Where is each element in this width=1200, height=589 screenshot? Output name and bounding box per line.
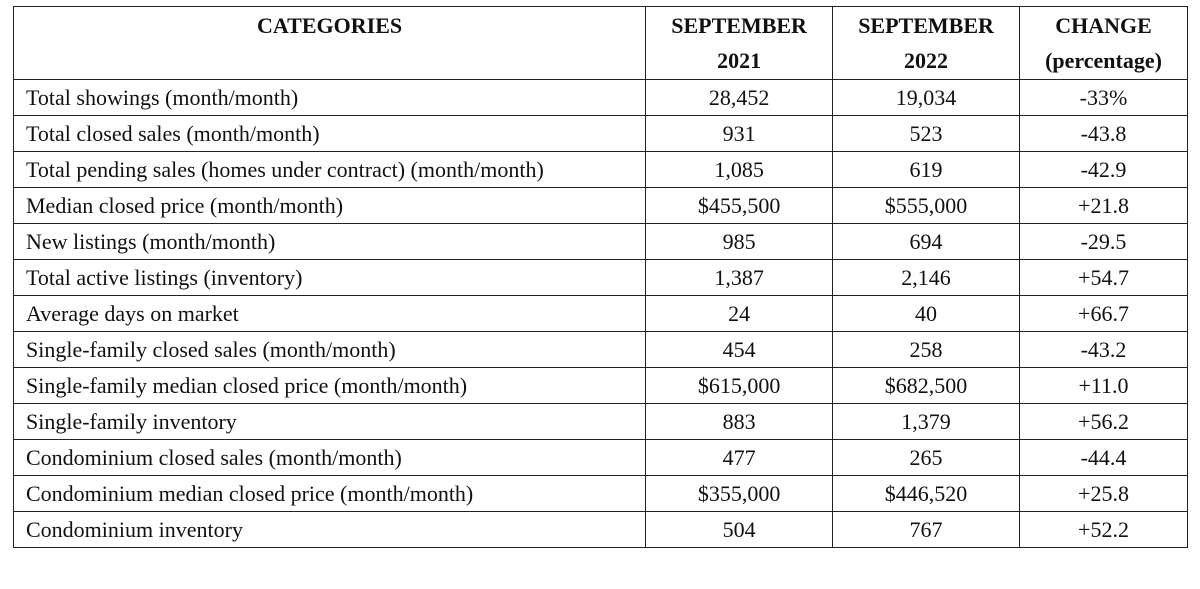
cell-change: +25.8 <box>1020 476 1188 512</box>
cell-category: Single-family median closed price (month/month) <box>14 368 646 404</box>
cell-category: Single-family closed sales (month/month) <box>14 332 646 368</box>
cell-sep-2021: $355,000 <box>646 476 833 512</box>
header-sep-2021-line2: 2021 <box>717 48 762 73</box>
header-change-line1: CHANGE <box>1055 13 1152 38</box>
cell-change: -43.8 <box>1020 116 1188 152</box>
cell-sep-2022: $446,520 <box>833 476 1020 512</box>
cell-sep-2021: 28,452 <box>646 80 833 116</box>
table-row <box>14 296 1188 332</box>
cell-category: Single-family inventory <box>14 404 646 440</box>
cell-category: New listings (month/month) <box>14 224 646 260</box>
cell-sep-2022: 694 <box>833 224 1020 260</box>
cell-category: Condominium median closed price (month/month) <box>14 476 646 512</box>
header-row <box>14 7 1188 80</box>
cell-category: Total active listings (inventory) <box>14 260 646 296</box>
cell-category: Total showings (month/month) <box>14 80 646 116</box>
cell-change: -42.9 <box>1020 152 1188 188</box>
header-sep-2022 <box>833 7 1020 80</box>
table-header <box>14 7 1188 80</box>
cell-sep-2021: 883 <box>646 404 833 440</box>
cell-category: Average days on market <box>14 296 646 332</box>
table-row <box>14 404 1188 440</box>
cell-sep-2021: 454 <box>646 332 833 368</box>
cell-change: -43.2 <box>1020 332 1188 368</box>
table-row <box>14 224 1188 260</box>
cell-sep-2022: 1,379 <box>833 404 1020 440</box>
cell-sep-2022: 619 <box>833 152 1020 188</box>
table-row <box>14 440 1188 476</box>
cell-category: Condominium inventory <box>14 512 646 548</box>
header-categories <box>14 7 646 80</box>
cell-change: -29.5 <box>1020 224 1188 260</box>
table-row <box>14 260 1188 296</box>
cell-sep-2021: 24 <box>646 296 833 332</box>
cell-sep-2021: 504 <box>646 512 833 548</box>
table-body <box>14 80 1188 548</box>
cell-sep-2021: $455,500 <box>646 188 833 224</box>
cell-sep-2021: $615,000 <box>646 368 833 404</box>
header-change-line2: (percentage) <box>1045 48 1162 73</box>
cell-sep-2021: 1,085 <box>646 152 833 188</box>
cell-sep-2022: 265 <box>833 440 1020 476</box>
cell-category: Total closed sales (month/month) <box>14 116 646 152</box>
cell-sep-2022: $555,000 <box>833 188 1020 224</box>
table-row <box>14 116 1188 152</box>
cell-category: Condominium closed sales (month/month) <box>14 440 646 476</box>
cell-sep-2022: 19,034 <box>833 80 1020 116</box>
header-sep-2021 <box>646 7 833 80</box>
cell-change: +11.0 <box>1020 368 1188 404</box>
table-row <box>14 188 1188 224</box>
header-sep-2022-line1: SEPTEMBER <box>858 13 994 38</box>
cell-sep-2021: 985 <box>646 224 833 260</box>
cell-change: +54.7 <box>1020 260 1188 296</box>
cell-sep-2022: 40 <box>833 296 1020 332</box>
cell-sep-2021: 931 <box>646 116 833 152</box>
cell-change: -44.4 <box>1020 440 1188 476</box>
cell-sep-2021: 1,387 <box>646 260 833 296</box>
table-row <box>14 80 1188 116</box>
cell-sep-2022: $682,500 <box>833 368 1020 404</box>
cell-sep-2022: 767 <box>833 512 1020 548</box>
cell-category: Median closed price (month/month) <box>14 188 646 224</box>
cell-change: -33% <box>1020 80 1188 116</box>
header-categories-label: CATEGORIES <box>257 13 403 38</box>
cell-category: Total pending sales (homes under contract) (month/month) <box>14 152 646 188</box>
cell-change: +21.8 <box>1020 188 1188 224</box>
market-stats-table <box>13 6 1188 548</box>
table-row <box>14 512 1188 548</box>
table-row <box>14 332 1188 368</box>
table-row <box>14 368 1188 404</box>
cell-sep-2022: 258 <box>833 332 1020 368</box>
cell-change: +56.2 <box>1020 404 1188 440</box>
header-change <box>1020 7 1188 80</box>
cell-sep-2022: 2,146 <box>833 260 1020 296</box>
table-row <box>14 476 1188 512</box>
cell-change: +66.7 <box>1020 296 1188 332</box>
header-sep-2022-line2: 2022 <box>904 48 949 73</box>
header-sep-2021-line1: SEPTEMBER <box>671 13 807 38</box>
table-row <box>14 152 1188 188</box>
cell-change: +52.2 <box>1020 512 1188 548</box>
cell-sep-2021: 477 <box>646 440 833 476</box>
cell-sep-2022: 523 <box>833 116 1020 152</box>
